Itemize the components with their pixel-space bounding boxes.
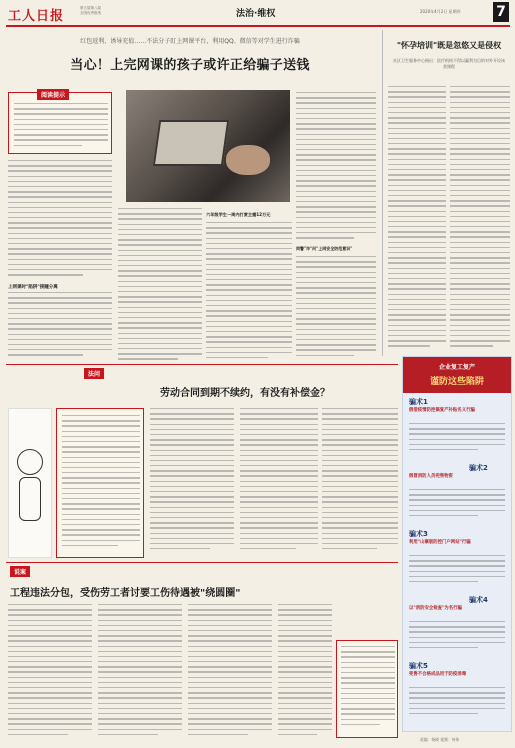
lead-subhead-2: 六年级学生一周内打赏主播12万元 xyxy=(206,212,271,217)
lead-kicker: 红包返利、诱导充值……不法分子盯上网课平台，利用QQ、微信等对学生进行诈骗 xyxy=(80,38,300,45)
column-divider xyxy=(382,30,383,356)
lead-subhead-1: 上网课时"陷阱"接踵分离 xyxy=(8,285,58,290)
right-col-2 xyxy=(450,86,510,356)
laptop-shape xyxy=(153,120,229,166)
case-note-box xyxy=(336,640,398,738)
lead-col-right-top xyxy=(296,92,376,242)
masthead-sub-line: 第五届第八届 xyxy=(80,6,101,10)
case-col-3 xyxy=(188,604,272,742)
sidebar-title-1: 企业复工复产 xyxy=(438,364,475,371)
lead-col-1 xyxy=(8,160,112,280)
section-rule xyxy=(6,562,398,563)
sidebar-header xyxy=(403,357,511,393)
scam-badge: 骗术4 xyxy=(469,596,488,604)
scam-title: 利用"山寨版防控门户网站"行骗 xyxy=(409,540,471,545)
masthead xyxy=(0,0,515,26)
scam-badge: 骗术1 xyxy=(409,398,428,406)
masthead-rule xyxy=(6,25,510,27)
case-headline: 工程违法分包，受伤劳工者讨要工伤待遇被"绕圆圈" xyxy=(10,588,241,599)
sidebar-item xyxy=(407,595,507,657)
cartoon-figure xyxy=(19,477,41,521)
reading-tips-box xyxy=(8,92,112,154)
case-col-4 xyxy=(278,604,332,742)
lead-photo xyxy=(126,90,290,202)
reading-tips-text xyxy=(14,103,108,151)
scam-title: 兜售不合格成品用于防疫消毒 xyxy=(409,672,467,677)
scam-text xyxy=(409,687,505,719)
reader-letter-box xyxy=(56,408,144,558)
lead-headline: 当心！上完网课的孩子或许正给骗子送钱 xyxy=(70,58,310,73)
hand-shape xyxy=(226,145,270,175)
scam-badge: 骗术3 xyxy=(409,530,428,538)
scam-text xyxy=(409,489,505,521)
case-section-label: 说案 xyxy=(10,566,30,577)
masthead-sub-line: 全国优秀报纸 xyxy=(80,11,101,15)
page-number: 7 xyxy=(493,2,509,22)
sidebar-item xyxy=(407,463,507,525)
sidebar-item xyxy=(407,661,507,723)
lead-col-2 xyxy=(118,208,202,362)
scam-badge: 骗术5 xyxy=(409,662,428,670)
right-deck: 社区卫生服务中心指出：医疗机构不得以赢利为目的对外开设该类课程 xyxy=(393,58,505,69)
issue-date: 2020年4月2日 星期四 xyxy=(420,9,461,14)
sidebar-item xyxy=(407,397,507,459)
labor-col-2 xyxy=(150,408,234,558)
reader-letter-text xyxy=(62,415,140,553)
lead-col-1b xyxy=(8,292,112,362)
labor-section-label: 法问 xyxy=(84,368,104,379)
cartoon-figure xyxy=(17,449,43,475)
case-col-2 xyxy=(98,604,182,742)
newspaper-logo: 工人日报 xyxy=(8,9,65,24)
scam-sidebar xyxy=(402,356,512,732)
masthead-sub xyxy=(80,6,101,16)
reading-tips-label: 阅读提示 xyxy=(37,89,69,100)
lead-col-4 xyxy=(296,256,376,362)
scam-text xyxy=(409,621,505,653)
scam-text xyxy=(409,555,505,587)
sidebar-item xyxy=(407,529,507,591)
right-col-1 xyxy=(388,86,446,356)
scam-badge: 骗术2 xyxy=(469,464,488,472)
sidebar-title-2: 谨防这些陷阱 xyxy=(429,377,484,387)
section-title: 法治·维权 xyxy=(236,9,276,19)
scam-title: 以"消防安全检查"为名行骗 xyxy=(409,606,462,611)
right-headline: "怀孕培训"既是忽悠又是侵权 xyxy=(396,41,502,50)
scam-title: 假冒消防人员兜售物资 xyxy=(409,474,453,479)
lead-subhead-3: 同警"诈"问"上网安全防范意识" xyxy=(296,246,353,251)
cartoon-illustration xyxy=(8,408,52,558)
labor-col-4 xyxy=(322,408,398,558)
lead-col-3 xyxy=(206,222,292,362)
labor-headline: 劳动合同到期不续约，有没有补偿金？ xyxy=(160,388,330,399)
labor-col-3 xyxy=(240,408,318,558)
scam-text xyxy=(409,423,505,455)
case-col-1 xyxy=(8,604,92,742)
section-rule xyxy=(6,364,398,365)
footer-editors: 责编：杨晓 视频：何伟 xyxy=(420,737,460,742)
scam-title: 假借疫情防控搞复产补贴名义行骗 xyxy=(409,408,475,413)
case-note-text xyxy=(341,646,395,734)
